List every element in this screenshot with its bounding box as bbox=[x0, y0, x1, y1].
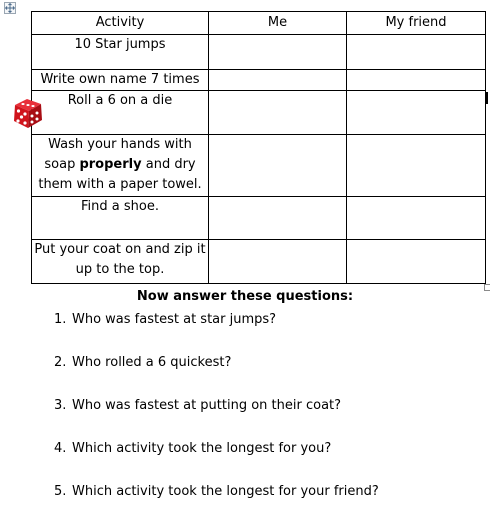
activity-cell bbox=[32, 197, 209, 240]
header-my-friend: My friend bbox=[347, 12, 486, 35]
question-number: 5. bbox=[54, 484, 67, 499]
question-number: 4. bbox=[54, 441, 67, 456]
friend-cell[interactable] bbox=[347, 91, 486, 135]
me-cell[interactable] bbox=[209, 240, 347, 284]
table-row bbox=[32, 240, 486, 284]
activity-cell bbox=[32, 135, 209, 197]
table-row bbox=[32, 91, 486, 135]
activity-text: Write own name 7 times bbox=[40, 72, 200, 87]
me-cell[interactable] bbox=[209, 197, 347, 240]
friend-cell[interactable] bbox=[347, 197, 486, 240]
activity-text-bold: properly bbox=[79, 157, 142, 172]
red-die-icon bbox=[11, 96, 45, 130]
activity-text: and dry them with a paper towel. bbox=[38, 157, 202, 192]
friend-cell[interactable] bbox=[347, 240, 486, 284]
list-item bbox=[54, 482, 379, 525]
question-text: Who rolled a 6 quickest? bbox=[72, 355, 232, 370]
question-text: Who was fastest at putting on their coat? bbox=[72, 398, 342, 413]
question-number: 3. bbox=[54, 398, 67, 413]
header-me: Me bbox=[209, 12, 347, 35]
question-text: Which activity took the longest for your friend? bbox=[72, 484, 379, 499]
question-number: 1. bbox=[54, 312, 67, 327]
activity-text: 10 Star jumps bbox=[74, 37, 166, 52]
activity-text: Find a shoe. bbox=[81, 199, 159, 214]
activity-cell bbox=[32, 240, 209, 284]
table-row bbox=[32, 70, 486, 91]
text-cursor bbox=[486, 92, 488, 104]
me-cell[interactable] bbox=[209, 91, 347, 135]
list-item bbox=[54, 310, 379, 353]
me-cell[interactable] bbox=[209, 135, 347, 197]
question-number: 2. bbox=[54, 355, 67, 370]
table-row bbox=[32, 35, 486, 70]
activity-table bbox=[31, 11, 486, 284]
activity-cell bbox=[32, 35, 209, 70]
table-move-handle-icon[interactable] bbox=[4, 2, 16, 14]
table-row bbox=[32, 197, 486, 240]
header-activity: Activity bbox=[32, 12, 209, 35]
table-row bbox=[32, 135, 486, 197]
activity-text: Wash your hands with soap bbox=[44, 137, 192, 172]
activity-cell bbox=[32, 91, 209, 135]
friend-cell[interactable] bbox=[347, 35, 486, 70]
list-item bbox=[54, 439, 379, 482]
activity-cell bbox=[32, 70, 209, 91]
questions-list bbox=[54, 310, 379, 525]
activity-text: Roll a 6 on a die bbox=[67, 93, 173, 108]
questions-heading: Now answer these questions: bbox=[136, 289, 354, 304]
list-item bbox=[54, 396, 379, 439]
friend-cell[interactable] bbox=[347, 70, 486, 91]
me-cell[interactable] bbox=[209, 70, 347, 91]
question-text: Who was fastest at star jumps? bbox=[72, 312, 277, 327]
question-text: Which activity took the longest for you? bbox=[72, 441, 332, 456]
friend-cell[interactable] bbox=[347, 135, 486, 197]
activity-text: Put your coat on and zip it up to the top. bbox=[34, 242, 206, 277]
list-item bbox=[54, 353, 379, 396]
table-header-row bbox=[32, 12, 486, 35]
me-cell[interactable] bbox=[209, 35, 347, 70]
